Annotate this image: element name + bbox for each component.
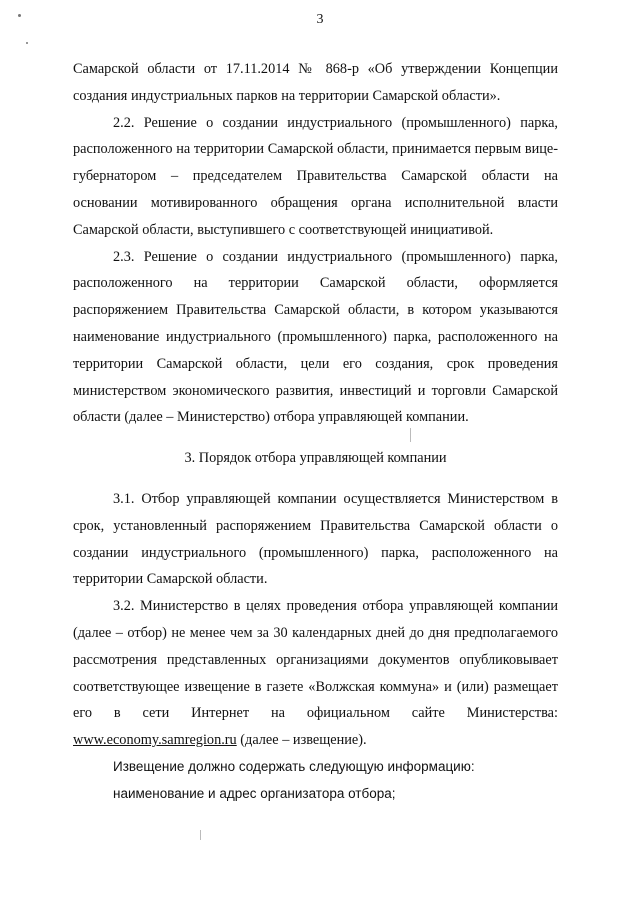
ministry-website-link[interactable]: www.economy.samregion.ru — [73, 732, 237, 749]
notice-item-organizer: наименование и адрес организатора отбора; — [113, 785, 396, 801]
section-heading: 3. Порядок отбора управляющей компании — [184, 450, 447, 467]
paragraph-3-2-text: 3.2. Министерство в целях проведения отбора управляющей компании (далее – отбор) не менее чем за 30 календарных дней до дня предполагаемого рассмотрения представленных организациями документов опубликовывает соответствующее извещение в газете «Волжская коммуна» и (или) размещает его в сети Интернет на официальном сайте Министерства: — [73, 598, 558, 722]
scan-mark — [200, 830, 201, 840]
paragraph-3-1: 3.1. Отбор управляющей компании осуществляется Министерством в срок, установленный распоряжением Правительства Самарской области о создании индустриального (промышленного) парка, расположенного на территории Самарской области. — [73, 490, 558, 588]
document-body — [73, 56, 558, 808]
paragraph-3-2-tail: (далее – извещение). — [236, 732, 367, 749]
scan-speck — [18, 14, 21, 17]
paragraph-continuation: Самарской области от 17.11.2014 № 868-р «Об утверждении Концепции создания индустриальных парков на территории Самарской области». — [73, 61, 558, 104]
scan-speck — [26, 42, 28, 44]
paragraph-2-2: 2.2. Решение о создании индустриального (промышленного) парка, расположенного на территории Самарской области, принимается первым вице-губернатором – председателем Правительства Самарской области на основании мотивированного обращения органа исполнительной власти Самарской области, выступившего с соответствующей инициативой. — [73, 114, 558, 238]
page-number: 3 — [316, 12, 324, 27]
paragraph-2-3: 2.3. Решение о создании индустриального (промышленного) парка, расположенного на территории Самарской области, оформляется распоряжением Правительства Самарской области, в котором указываются наименование индустриального (промышленного) парка, расположенного на территории Самарской области, цели его создания, срок проведения министерством экономического развития, инвестиций и торговли Самарской области (далее – Министерство) отбора управляющей компании. — [73, 248, 558, 426]
notice-requirements-line: Извещение должно содержать следующую информацию: — [113, 758, 475, 774]
paragraph-3-2 — [73, 593, 558, 754]
